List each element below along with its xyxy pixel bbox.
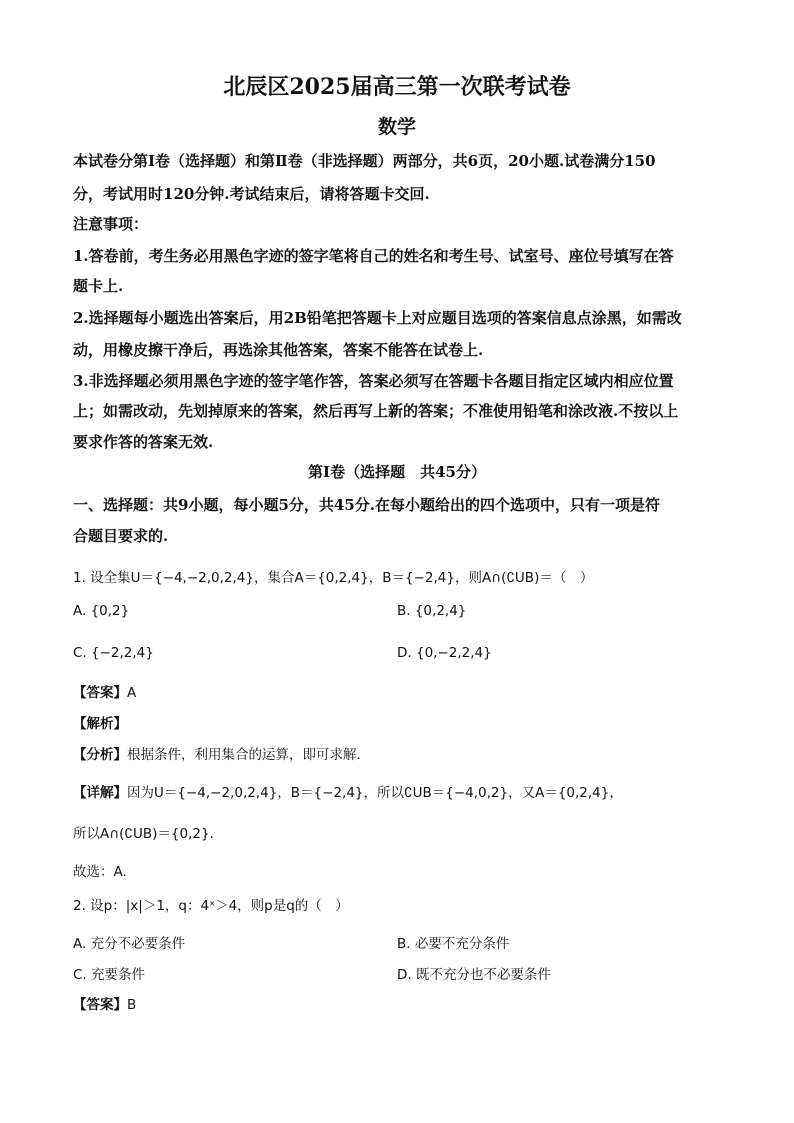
- subject-title: 数学: [377, 116, 416, 138]
- section-title: 第Ⅰ卷（选择题 共45分）: [308, 463, 486, 481]
- q1-xiangjie: [73, 781, 623, 801]
- q2-option-a: A. 充分不必要条件: [73, 936, 186, 952]
- q1-option-d: D. {0,−2,2,4}: [397, 645, 492, 661]
- q2-option-b: B. 必要不充分条件: [397, 936, 510, 952]
- question-2-stem: 2. 设p：|x|＞1，q：4ˣ＞4，则p是q的（ ）: [73, 898, 349, 914]
- intro-line-1: 本试卷分第Ⅰ卷（选择题）和第Ⅱ卷（非选择题）两部分，共6页，20小题.试卷满分150: [73, 152, 656, 170]
- notice-line: 1.答卷前，考生务必用黑色字迹的签字笔将自己的姓名和考生号、试室号、座位号填写在答: [73, 247, 674, 265]
- answer-label: 【答案】: [73, 997, 127, 1013]
- exam-title: 北辰区2025届高三第一次联考试卷: [223, 74, 571, 100]
- notice-line: 题卡上.: [73, 277, 124, 295]
- q1-answer: [73, 681, 136, 701]
- answer-value: B: [127, 997, 137, 1013]
- q1-option-b: B. {0,2,4}: [397, 603, 467, 619]
- question-1-stem: 1. 设全集U＝{−4,−2,0,2,4}，集合A＝{0,2,4}，B＝{−2,4}，则A∩(∁UB)＝（ ）: [73, 570, 594, 586]
- intro-line-2: 分，考试用时120分钟.考试结束后，请将答题卡交回.: [73, 185, 430, 203]
- q1-fenxi: [73, 743, 361, 763]
- q1-xiangjie-2: 所以A∩(∁UB)＝{0,2}.: [73, 826, 214, 842]
- q1-option-a: A. {0,2}: [73, 603, 130, 619]
- notice-heading: 注意事项：: [73, 215, 149, 233]
- q2-option-c: C. 充要条件: [73, 967, 146, 983]
- notice-line: 3.非选择题必须用黑色字迹的签字笔作答，答案必须写在答题卡各题目指定区域内相应位置: [73, 372, 674, 390]
- fenxi-label: 【分析】: [73, 747, 127, 763]
- notice-line: 上；如需改动，先划掉原来的答案，然后再写上新的答案；不准使用铅笔和涂改液.不按以上: [73, 402, 679, 420]
- q1-analysis-label: [73, 712, 127, 732]
- notice-line: 动，用橡皮擦干净后，再选涂其他答案，答案不能答在试卷上.: [73, 341, 484, 359]
- q2-option-d: D. 既不充分也不必要条件: [397, 967, 551, 983]
- part-intro-line-2: 合题目要求的.: [73, 527, 169, 545]
- notice-line: 2.选择题每小题选出答案后，用2B铅笔把答题卡上对应题目选项的答案信息点涂黑，如需改: [73, 309, 682, 327]
- xiangjie-text: 因为U＝{−4,−2,0,2,4}，B＝{−2,4}，所以∁UB＝{−4,0,2}，又A＝{0,2,4}，: [127, 785, 623, 801]
- answer-value: A: [127, 685, 137, 701]
- fenxi-text: 根据条件，利用集合的运算，即可求解.: [127, 747, 361, 763]
- answer-label: 【答案】: [73, 685, 127, 701]
- q1-conclusion: 故选：A.: [73, 864, 127, 880]
- q1-option-c: C. {−2,2,4}: [73, 645, 154, 661]
- part-intro-line-1: 一、选择题：共9小题，每小题5分，共45分.在每小题给出的四个选项中，只有一项是符: [73, 496, 660, 514]
- xiangjie-label: 【详解】: [73, 785, 127, 801]
- notice-line: 要求作答的答案无效.: [73, 433, 214, 451]
- q2-answer: [73, 993, 136, 1013]
- analysis-label: 【解析】: [73, 716, 127, 732]
